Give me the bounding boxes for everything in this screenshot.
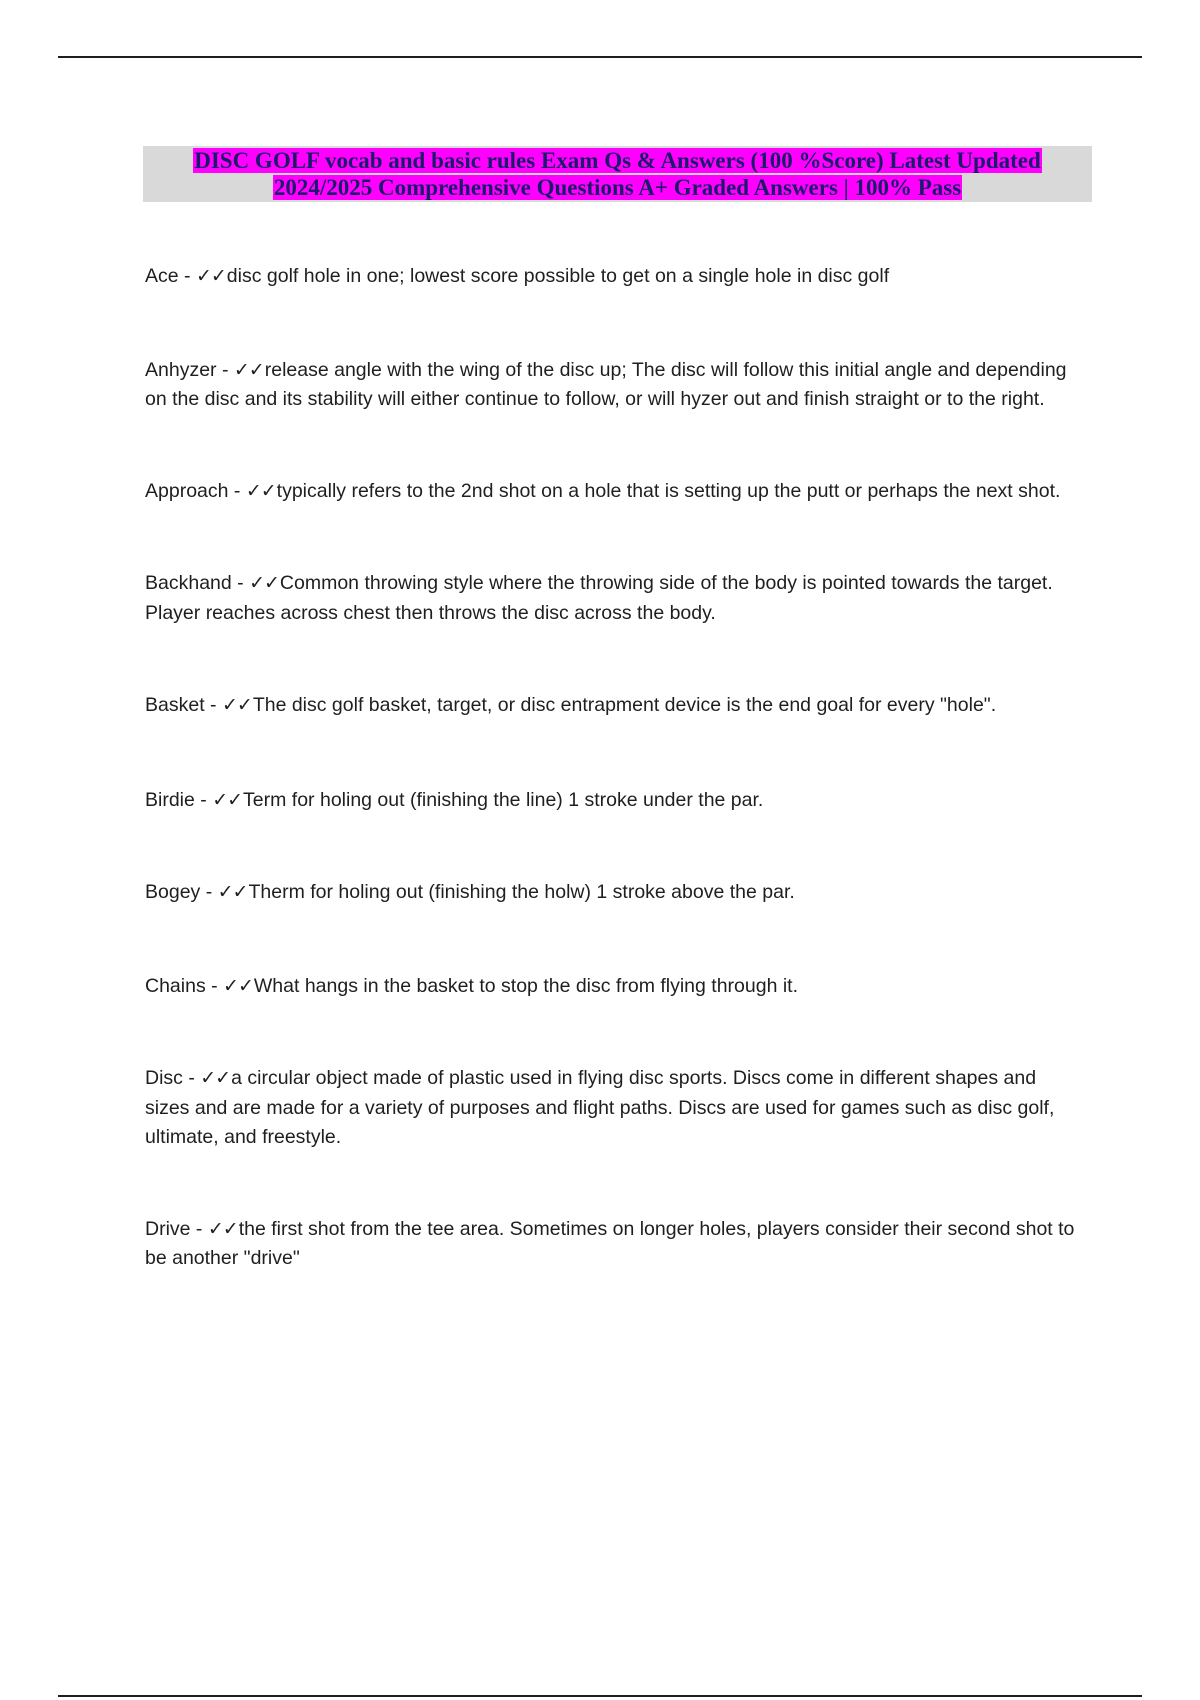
vocab-entry: Drive - ✓✓the first shot from the tee area. Sometimes on longer holes, players consider their second shot to be another "drive" (145, 1217, 1075, 1269)
vocab-entry: Ace - ✓✓disc golf hole in one; lowest score possible to get on a single hole in disc golf (145, 265, 890, 287)
check-icon: ✓✓ (195, 265, 226, 287)
entry-term: Anhyzer (145, 358, 217, 381)
check-icon: ✓✓ (212, 788, 243, 811)
vocab-entry: Disc - ✓✓a circular object made of plastic used in flying disc sports. Discs come in different shapes and sizes and are made for a variety of purposes and flight paths. Discs are used for games such as disc golf, ultimate, and freestyle. (145, 1067, 1055, 1148)
entry-definition: the first shot from the tee area. Sometimes on longer holes, players consider their second shot to be another "drive" (145, 1217, 1075, 1269)
title-line-2: 2024/2025 Comprehensive Questions A+ Graded Answers | 100% Pass (273, 175, 962, 200)
entry-definition: typically refers to the 2nd shot on a hole that is setting up the putt or perhaps the next shot. (276, 479, 1061, 502)
entry-definition: release angle with the wing of the disc up; The disc will follow this initial angle and depending on the disc and its stability will either continue to follow, or will hyzer out and finish straight or to the right. (145, 358, 1067, 410)
entry-term: Basket (145, 694, 205, 716)
entry-term: Birdie (145, 788, 195, 811)
entry-definition: The disc golf basket, target, or disc entrapment device is the end goal for every "hole". (252, 694, 997, 716)
entry-term: Ace (145, 265, 179, 287)
entry-term: Backhand (145, 572, 232, 594)
entry-definition: What hangs in the basket to stop the disc from flying through it. (253, 974, 799, 997)
entry-term: Disc (145, 1067, 183, 1089)
vocab-entry: Bogey - ✓✓Therm for holing out (finishing the holw) 1 stroke above the par. (145, 881, 795, 903)
document-title (143, 146, 1092, 202)
footer-rule (58, 1695, 1142, 1697)
entry-definition: a circular object made of plastic used in flying disc sports. Discs come in different shapes and sizes and are made for a variety of purposes and flight paths. Discs are used for games such as disc golf, ultimate, and freestyle. (145, 1067, 1055, 1148)
vocab-entry: Anhyzer - ✓✓release angle with the wing of the disc up; The disc will follow this initial angle and depending on the disc and its stability will either continue to follow, or will hyzer out and finish straight or to the right. (145, 358, 1067, 410)
check-icon: ✓✓ (233, 358, 264, 381)
vocab-entry: Approach - ✓✓typically refers to the 2nd shot on a hole that is setting up the putt or perhaps the next shot. (145, 479, 1061, 502)
check-icon: ✓✓ (217, 881, 248, 903)
check-icon: ✓✓ (249, 572, 279, 594)
entry-definition: disc golf hole in one; lowest score possible to get on a single hole in disc golf (226, 265, 890, 287)
header-rule (58, 56, 1142, 58)
check-icon: ✓✓ (245, 479, 276, 502)
entry-term: Approach (145, 479, 229, 502)
entry-term: Chains (145, 974, 206, 997)
title-line-1: DISC GOLF vocab and basic rules Exam Qs & Answers (100 %Score) Latest Updated (194, 148, 1041, 173)
vocab-entry: Chains - ✓✓What hangs in the basket to stop the disc from flying through it. (145, 974, 799, 997)
check-icon: ✓✓ (223, 974, 253, 997)
vocab-entry: Basket - ✓✓The disc golf basket, target, or disc entrapment device is the end goal for every "hole". (145, 694, 997, 716)
vocab-entry: Birdie - ✓✓Term for holing out (finishing the line) 1 stroke under the par. (145, 788, 764, 811)
vocab-list (145, 262, 1080, 1274)
entry-definition: Therm for holing out (finishing the holw) 1 stroke above the par. (248, 881, 795, 903)
entry-definition: Term for holing out (finishing the line) 1 stroke under the par. (243, 788, 764, 811)
entry-definition: Common throwing style where the throwing side of the body is pointed towards the target. Player reaches across chest then throws the disc across the body. (145, 572, 1053, 624)
entry-term: Drive (145, 1217, 191, 1240)
check-icon: ✓✓ (221, 694, 252, 716)
entry-term: Bogey (145, 881, 201, 903)
vocab-entry: Backhand - ✓✓Common throwing style where the throwing side of the body is pointed towards the target. Player reaches across chest then throws the disc across the body. (145, 572, 1053, 624)
check-icon: ✓✓ (200, 1067, 231, 1089)
check-icon: ✓✓ (207, 1217, 238, 1240)
